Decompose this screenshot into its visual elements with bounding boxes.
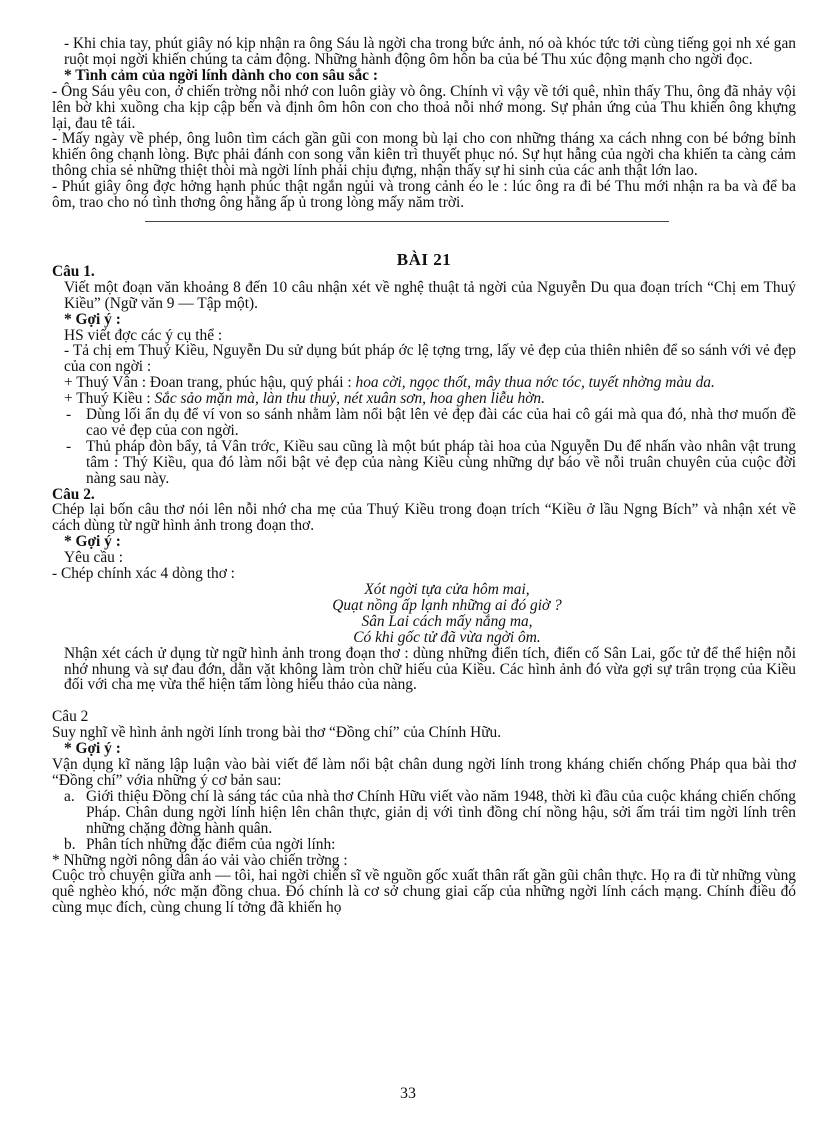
list-item-a bbox=[52, 789, 796, 837]
question-1-line: - Tả chị em Thuý Kiều, Nguyễn Du sử dụng bút pháp ớc lệ tợng trng, lấy vẻ đẹp của thiên nhiên để so sánh với vẻ đẹp của con ngời : bbox=[64, 342, 796, 376]
subsection-heading: * Những ngời nông dân áo vải vào chiến trờng : bbox=[52, 851, 348, 869]
list-text: Phân tích những đặc điểm của ngời lính: bbox=[86, 835, 336, 853]
question-2-hint-label: * Gợi ý : bbox=[64, 533, 121, 551]
question-1-label: Câu 1. bbox=[52, 262, 95, 280]
thuy-kieu-quote: Sắc sảo mặn mà, làn thu thuỷ, nét xuân sơn, hoa ghen liễu hờn. bbox=[154, 390, 545, 408]
list-marker: b. bbox=[64, 835, 76, 853]
bullet-marker: - bbox=[66, 406, 72, 424]
list-marker: a. bbox=[64, 787, 75, 805]
thuy-kieu-line bbox=[52, 391, 796, 407]
question-3-intro: Vận dụng kĩ năng lập luận vào bài viết để làm nổi bật chân dung ngời lính trong kháng chiến chống Pháp qua bài thơ “Đồng chí” vớia những ý cơ bản sau: bbox=[52, 756, 796, 789]
question-1-line: HS viết đợc các ý cụ thể : bbox=[64, 326, 223, 344]
requirement-label: Yêu cầu : bbox=[64, 549, 123, 567]
bullet-item bbox=[52, 407, 796, 439]
question-1-hint-label: * Gợi ý : bbox=[64, 310, 121, 328]
page-number: 33 bbox=[400, 1085, 416, 1102]
bullet-text: Thủ pháp đòn bẩy, tả Vân trớc, Kiều sau cũng là một bút pháp tài hoa của Nguyễn Du để nhấn vào nhân vật trung tâm : Thý Kiều, qua đó làm nổi bật vẻ đẹp của nàng Kiều cùng những dự báo về nỗi truân chuyên của cuộc đời nàng sau này. bbox=[86, 437, 796, 487]
para-conversation: Cuộc trò chuyện giữa anh — tôi, hai ngời chiến sĩ về nguồn gốc xuất thân rất gần gũi chân thực. Họ ra đi từ những vùng quê nghèo khó, nớc mặn đồng chua. Đó chính là cơ sở chung giai cấp của những ngời lính cách mạng. Chính điều đó cùng mục đích, cùng chung lí tởng đã khiến họ bbox=[52, 867, 796, 917]
divider-line bbox=[145, 221, 669, 222]
question-3-label: Câu 2 bbox=[52, 708, 89, 726]
thuy-van-quote: hoa cời, ngọc thốt, mây thua nớc tóc, tuyết nhờng màu da. bbox=[355, 374, 715, 392]
para-longing: - Ông Sáu yêu con, ở chiến trờng nỗi nhớ con luôn giày vò ông. Chính vì vậy về tới quê, nhìn thấy Thu, ông đã nhảy vội lên bờ khi xuồng cha kịp cập bến và định ôm hôn con cho thoả nỗi nhớ mong. Sự phản ứng của Thu khiến ông khựng lại, đau tê tái. bbox=[52, 82, 796, 132]
document-page bbox=[52, 36, 796, 916]
bullet-text: Dùng lối ẩn dụ để ví von so sánh nhằm làm nổi bật lên vẻ đẹp đài các của hai cô gái mà qua đó, nhà thơ muốn đề cao vẻ đẹp của con ngời. bbox=[86, 406, 796, 439]
list-text: Giới thiệu Đồng chí là sáng tác của nhà thơ Chính Hữu viết vào năm 1948, thời kì đầu của cuộc kháng chiến chống Pháp. Chân dung ngời lính hiện lên chân thực, giản dị với tình đồng chí nồng hậu, sởi ấm trái tim ngời lính trên những chặng đờng hành quân. bbox=[86, 787, 796, 837]
para-farewell: - Khi chia tay, phút giây nó kịp nhận ra ông Sáu là ngời cha trong bức ảnh, nó oà khóc tức tởi cùng tiếng gọi nh xé gan ruột mọi ngời khiến chúng ta cảm động. Những hành động ôm hôn ba của bé Thu xúc động mạnh cho ngời đọc. bbox=[64, 35, 796, 68]
thuy-van-line bbox=[52, 375, 796, 391]
question-2-prompt: Chép lại bốn câu thơ nói lên nỗi nhớ cha mẹ của Thuý Kiều trong đoạn trích “Kiều ở lầu Ngng Bích” và nhận xét về cách dùng từ ngữ hình ảnh trong đoạn thơ. bbox=[52, 501, 796, 535]
question-2-label: Câu 2. bbox=[52, 485, 95, 503]
para-leave-days: - Mấy ngày về phép, ông luôn tìm cách gần gũi con mong bù lại cho con những tháng xa cách nhng con bé bớng bỉnh khiến ông chạnh lòng. Bực phải đánh con song vẫn kiên trì thuyết phục nó. Sự hụt hẫng của ngời cha khiến ta càng cảm thông chia sẻ những thiệt thòi mà ngời lính phải chịu đựng, nhận thấy sự hi sinh của các anh thật lớn lao. bbox=[52, 130, 796, 180]
bullet-marker: - bbox=[66, 437, 72, 455]
thuy-kieu-label: + Thuý Kiều : bbox=[64, 390, 155, 408]
poem-commentary: Nhận xét cách ử dụng từ ngữ hình ảnh trong đoạn thơ : dùng những điển tích, điển cố Sân Lai, gốc tử để thể hiện nỗi nhớ nhung và sự đau đớn, dằn vặt không làm tròn chữ hiếu của Kiều. Các hình ảnh đó vừa gợi sự trân trọng của Kiều đối với cha mẹ vừa thể hiện tấm lòng hiếu thảo của nàng. bbox=[64, 644, 796, 694]
copy-instruction: - Chép chính xác 4 dòng thơ : bbox=[52, 565, 235, 583]
section-heading-soldier-love: * Tình cảm của ngời lính dành cho con sâu sắc : bbox=[64, 66, 378, 84]
lesson-title: BÀI 21 bbox=[396, 249, 452, 269]
poem-line: Sân Lai cách mấy nắng ma, bbox=[361, 612, 533, 630]
thuy-van-label: + Thuý Vân : Đoan trang, phúc hậu, quý phái : bbox=[64, 374, 356, 392]
poem-line: Có khi gốc tử đã vừa ngời ôm. bbox=[353, 628, 541, 646]
question-1-prompt: Viết một đoạn văn khoảng 8 đến 10 câu nhận xét về nghệ thuật tả ngời của Nguyễn Du qua đoạn trích “Chị em Thuý Kiều” (Ngữ văn 9 — Tập một). bbox=[64, 278, 796, 312]
question-3-hint-label: * Gợi ý : bbox=[64, 740, 121, 758]
question-3-prompt: Suy nghĩ về hình ảnh ngời lính trong bài thơ “Đồng chí” của Chính Hữu. bbox=[52, 724, 502, 742]
poem-line: Xót ngời tựa cửa hôm mai, bbox=[364, 581, 530, 598]
bullet-item bbox=[52, 439, 796, 487]
para-moment: - Phút giây ông đợc hởng hạnh phúc thật ngắn ngủi và trong cảnh éo le : lúc ông ra đi bé Thu mới nhận ra ba và để ba ôm, trao cho nó tình thơng ông hằng ấp ủ trong lòng mấy năm trời. bbox=[52, 178, 796, 212]
poem-line: Quạt nồng ấp lạnh những ai đó giờ ? bbox=[332, 596, 562, 614]
list-item-b bbox=[52, 837, 796, 853]
